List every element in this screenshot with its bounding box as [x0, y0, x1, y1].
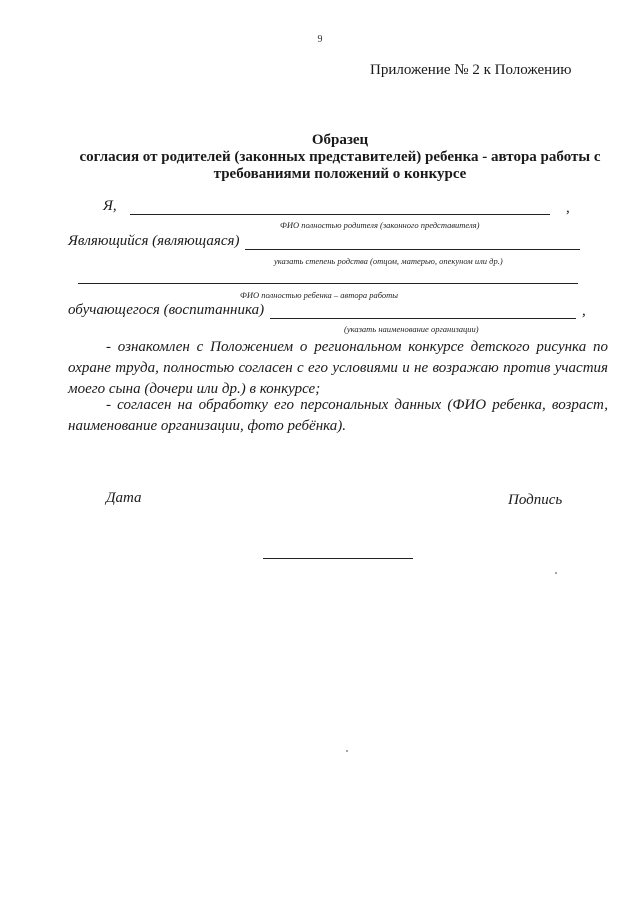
organization-line[interactable]	[270, 318, 576, 319]
parent-name-line[interactable]	[130, 214, 550, 215]
statement-acquainted: - ознакомлен с Положением о региональном конкурсе детского рисунка по охране труда, полностью согласен с его условиями и не возражаю против участия моего сына (дочери или др.) в конкурсе;	[68, 339, 608, 397]
document-title: Образец	[311, 132, 369, 148]
relation-line[interactable]	[245, 249, 580, 250]
ya-label: Я,	[103, 198, 117, 214]
organization-caption: (указать наименование организации)	[344, 324, 479, 334]
page-number: 9	[317, 34, 323, 45]
child-name-caption: ФИО полностью ребенка – автора работы	[240, 290, 399, 300]
signature-label: Подпись	[508, 492, 563, 508]
document-subtitle-line-2: требованиями положений о конкурсе	[213, 166, 467, 182]
student-label: обучающегося (воспитанника)	[68, 302, 265, 318]
bottom-separator-line	[263, 558, 413, 559]
comma-1: ,	[566, 200, 570, 216]
appendix-label: Приложение № 2 к Положению	[370, 62, 572, 78]
child-name-line[interactable]	[78, 283, 578, 284]
document-subtitle-line-1: согласия от родителей (законных представителей) ребенка - автора работы с	[79, 149, 601, 165]
statement-consent-data: - согласен на обработку его персональных данных (ФИО ребенка, возраст, наименование организации, фото ребёнка).	[68, 397, 608, 434]
parent-name-caption: ФИО полностью родителя (законного представителя)	[280, 220, 480, 230]
scan-speck	[346, 750, 348, 752]
comma-2: ,	[582, 303, 586, 319]
relation-caption: указать степень родства (отцом, матерью, опекуном или др.)	[274, 256, 503, 266]
scan-speck	[555, 572, 557, 574]
date-label: Дата	[106, 490, 142, 506]
relation-label: Являющийся (являющаяся)	[68, 233, 240, 249]
